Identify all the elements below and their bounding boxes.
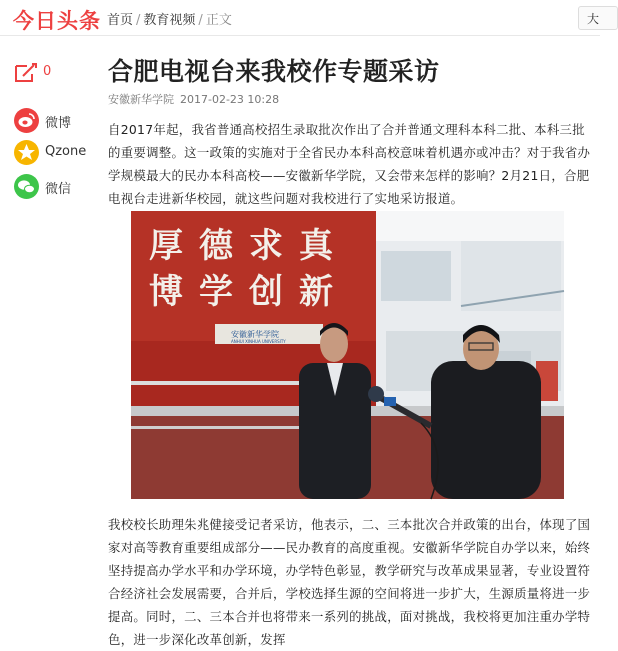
share-weibo[interactable] xyxy=(14,108,104,134)
wall-slogan-line2: 博学创新 xyxy=(149,272,349,312)
weibo-icon xyxy=(14,108,39,133)
wall-slogan-line1: 厚德求真 xyxy=(149,226,349,266)
share-wechat[interactable] xyxy=(14,174,104,200)
campus-sign-subtext: ANHUI XINHUA UNIVERSITY xyxy=(231,339,286,344)
toutiao-logo[interactable]: 今日头条 xyxy=(13,9,101,33)
share-weibo-label: 微博 xyxy=(45,116,72,131)
comment-button[interactable] xyxy=(14,62,74,86)
breadcrumb-education-video[interactable]: 教育视频 xyxy=(143,13,196,28)
breadcrumb xyxy=(107,9,232,28)
breadcrumb-separator: / xyxy=(198,13,203,28)
breadcrumb-current: 正文 xyxy=(205,13,232,28)
article-meta xyxy=(108,91,279,107)
article-source[interactable]: 安徽新华学院 xyxy=(108,93,174,106)
share-qzone-label: Qzone xyxy=(45,144,87,159)
comment-icon xyxy=(14,62,38,84)
share-wechat-label: 微信 xyxy=(45,182,72,197)
article-photo xyxy=(131,211,564,499)
article-title: 合肥电视台来我校作专题采访 xyxy=(108,57,440,86)
campus-sign-text: 安徽新华学院 xyxy=(231,330,279,339)
breadcrumb-separator: / xyxy=(136,13,141,28)
qzone-icon xyxy=(14,140,39,165)
article-paragraph: 我校校长助理朱兆健接受记者采访，他表示，二、三本批次合并政策的出台，体现了国家对高等教育重要组成部分——民办教育的高度重视。安徽新华学院自办学以来，始终坚持提高办学水平和办学环境，办学特色彰显，教学研究与改革成果显著，专业设置符合经济社会发展需要，合并后，学校选择生源的空间将进一步扩大，生源质量将进一步提高。同时，二、三本合并也将带来一系列的挑战，面对挑战，我校将更加注重办学特色，进一步深化改革创新，发挥 xyxy=(108,517,591,647)
font-size-button[interactable]: 大 xyxy=(578,6,618,30)
comment-count: 0 xyxy=(43,64,52,79)
top-bar xyxy=(0,0,600,36)
share-qzone[interactable] xyxy=(14,140,104,166)
breadcrumb-home[interactable]: 首页 xyxy=(107,13,134,28)
wechat-icon xyxy=(14,174,39,199)
article-paragraph: 自2017年起，我省普通高校招生录取批次作出了合并普通文理科本科二批、本科三批的重要调整。这一政策的实施对于全省民办本科高校意味着机遇亦或冲击？对于我省办学规模最大的民办本科高校——安徽新华学院，又会带来怎样的影响？2月21日，合肥电视台走进新华校园，就这些问题对我校进行了实地采访报道。 xyxy=(108,122,591,206)
article-time: 2017-02-23 10:28 xyxy=(180,93,280,106)
